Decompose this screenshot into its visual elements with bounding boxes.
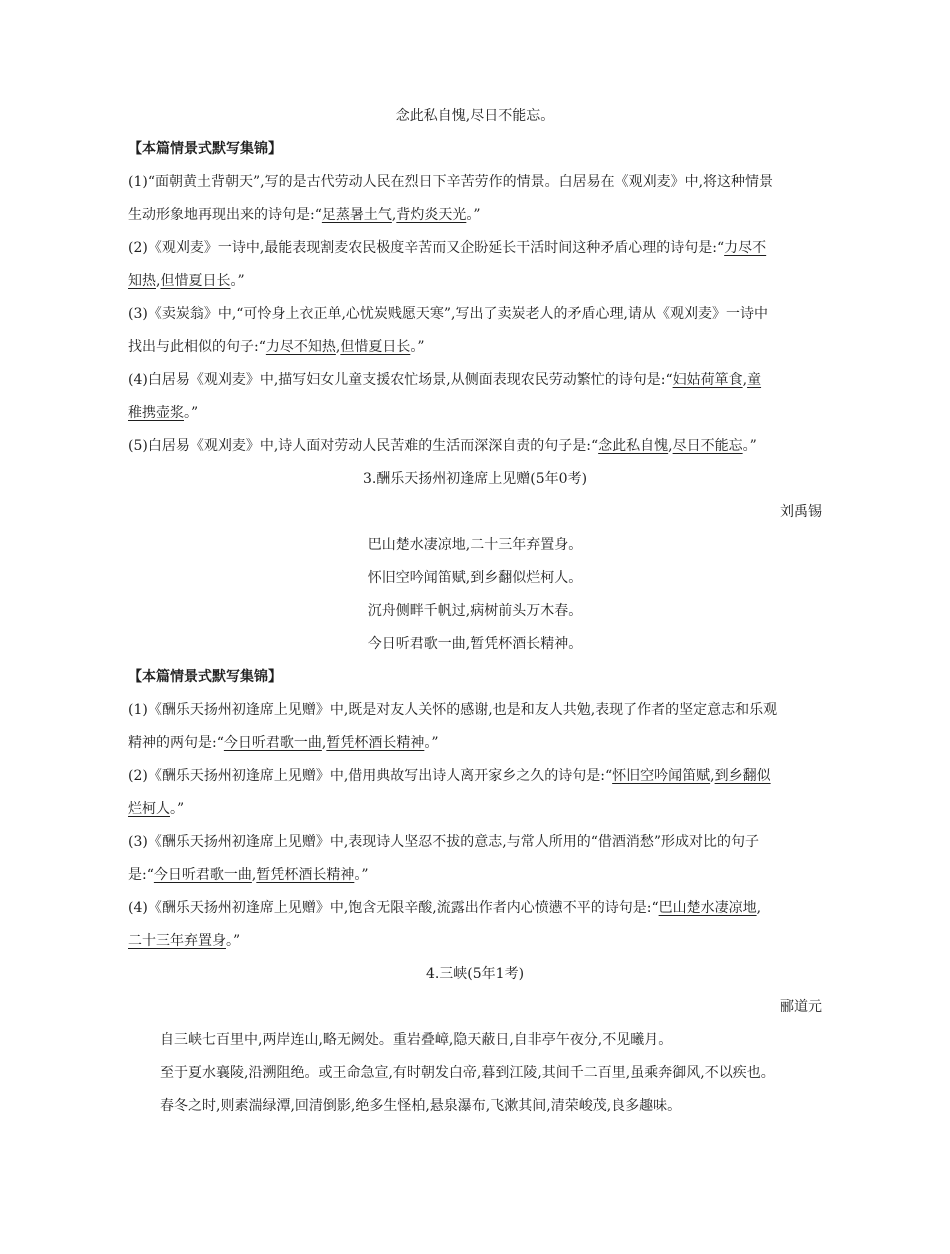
question-1 [128, 694, 822, 760]
question-answer-line: 精神的两句是:“今日听君歌一曲,暂凭杯酒长精神。” [128, 735, 439, 751]
question-text: (5)白居易《观刈麦》中,诗人面对劳动人民苦难的生活而深深自责的句子是:“念此私自愧,尽日不能忘。” [128, 438, 757, 454]
answer-blank: 力尽不知热 [265, 339, 336, 355]
question-1 [128, 166, 822, 232]
answer-blank: 念此私自愧 [598, 438, 669, 454]
question-4 [128, 892, 822, 958]
answer-blank: 但惜夏日长 [160, 273, 231, 289]
prose-author: 郦道元 [780, 999, 822, 1015]
answer-blank: 但惜夏日长 [340, 339, 411, 355]
answer-blank: 知热 [128, 273, 156, 289]
question-answer-line: 稚携壶浆。” [128, 405, 199, 421]
answer-blank: 今日听君歌一曲 [223, 735, 322, 751]
question-3 [128, 298, 822, 364]
question-text: (1)《酬乐天扬州初逢席上见赠》中,既是对友人关怀的感谢,也是和友人共勉,表现了作者的坚定意志和乐观 [128, 702, 778, 718]
poem-line: 巴山楚水凄凉地,二十三年弃置身。 [367, 537, 583, 553]
prose-title: 4.三峡(5年1考) [425, 966, 525, 982]
question-2 [128, 760, 822, 826]
prose-paragraph: 自三峡七百里中,两岸连山,略无阙处。重岩叠嶂,隐天蔽日,自非亭午夜分,不见曦月。 [160, 1032, 673, 1048]
poem-author: 刘禹锡 [780, 504, 822, 520]
section-heading: 【本篇情景式默写集锦】 [128, 141, 282, 157]
question-answer-line: 找出与此相似的句子:“力尽不知热,但惜夏日长。” [128, 339, 425, 355]
answer-blank: 巴山楚水凄凉地 [658, 900, 757, 916]
answer-blank: 背灼炎天光 [396, 207, 467, 223]
question-2 [128, 232, 822, 298]
question-4 [128, 364, 822, 430]
prose-paragraph: 春冬之时,则素湍绿潭,回清倒影,绝多生怪柏,悬泉瀑布,飞漱其间,清荣峻茂,良多趣味。 [160, 1098, 682, 1114]
question-answer-line: 生动形象地再现出来的诗句是:“足蒸暑土气,背灼炎天光。” [128, 207, 481, 223]
poem-line: 沉舟侧畔千帆过,病树前头万木春。 [367, 603, 583, 619]
poem-line: 今日听君歌一曲,暂凭杯酒长精神。 [367, 636, 583, 652]
question-answer-line: 二十三年弃置身。” [128, 933, 241, 949]
question-answer-line: 是:“今日听君歌一曲,暂凭杯酒长精神。” [128, 867, 369, 883]
answer-blank: 暂凭杯酒长精神 [256, 867, 355, 883]
answer-blank: 怀旧空吟闻笛赋 [612, 768, 711, 784]
poem-closing-line: 念此私自愧,尽日不能忘。 [395, 108, 555, 124]
question-text: (4)白居易《观刈麦》中,描写妇女儿童支援农忙场景,从侧面表现农民劳动繁忙的诗句是:“妇姑荷箪食,童 [128, 372, 762, 388]
answer-blank: 暂凭杯酒长精神 [326, 735, 425, 751]
question-answer-line: 知热,但惜夏日长。” [128, 273, 245, 289]
poem-title: 3.酬乐天扬州初逢席上见赠(5年0考) [362, 471, 588, 487]
question-text: (1)“面朝黄土背朝天”,写的是古代劳动人民在烈日下辛苦劳作的情景。白居易在《观刈麦》中,将这种情景 [128, 174, 774, 190]
answer-blank: 烂柯人 [128, 801, 170, 817]
answer-blank: 到乡翻似 [714, 768, 771, 784]
answer-blank: 尽日不能忘 [672, 438, 743, 454]
question-text: (2)《观刈麦》一诗中,最能表现割麦农民极度辛苦而又企盼延长干活时间这种矛盾心理的诗句是:“力尽不 [128, 240, 767, 256]
question-text: (4)《酬乐天扬州初逢席上见赠》中,饱含无限辛酸,流露出作者内心愤懑不平的诗句是:“巴山楚水凄凉地, [128, 900, 762, 916]
answer-blank: 力尽不 [724, 240, 767, 256]
prose-paragraph: 至于夏水襄陵,沿溯阻绝。或王命急宣,有时朝发白帝,暮到江陵,其间千二百里,虽乘奔御风,不以疾也。 [160, 1065, 775, 1081]
answer-blank: 二十三年弃置身 [128, 933, 226, 949]
answer-blank: 童 [747, 372, 762, 388]
question-3 [128, 826, 822, 892]
poem-line: 怀旧空吟闻笛赋,到乡翻似烂柯人。 [367, 570, 583, 586]
question-text: (3)《酬乐天扬州初逢席上见赠》中,表现诗人坚忍不拔的意志,与常人所用的“借酒消愁”形成对比的句子 [128, 834, 760, 850]
question-text: (3)《卖炭翁》中,“可怜身上衣正单,心忧炭贱愿天寒”,写出了卖炭老人的矛盾心理,请从《观刈麦》一诗中 [128, 306, 768, 322]
answer-blank: 稚携壶浆 [128, 405, 184, 421]
question-text: (2)《酬乐天扬州初逢席上见赠》中,借用典故写出诗人离开家乡之久的诗句是:“怀旧空吟闻笛赋,到乡翻似 [128, 768, 771, 784]
section-heading: 【本篇情景式默写集锦】 [128, 669, 282, 685]
question-answer-line: 烂柯人。” [128, 801, 185, 817]
answer-blank: 今日听君歌一曲 [153, 867, 252, 883]
answer-blank: 足蒸暑土气 [321, 207, 392, 223]
question-5 [128, 430, 822, 463]
answer-blank: 妇姑荷箪食 [672, 372, 743, 388]
